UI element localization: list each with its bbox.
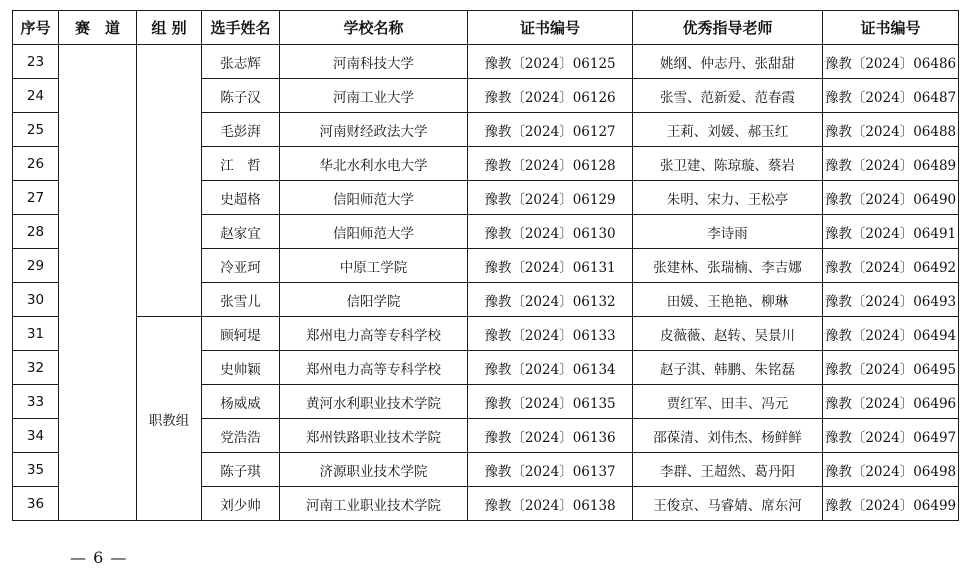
advisor-names: 贾红军、田丰、冯元: [633, 385, 823, 419]
certificate-number: 豫教〔2024〕06132: [468, 283, 633, 317]
row-number: 26: [13, 147, 59, 181]
certificate-number: 豫教〔2024〕06127: [468, 113, 633, 147]
advisor-certificate-number: 豫教〔2024〕06494: [823, 317, 959, 351]
row-number: 27: [13, 181, 59, 215]
certificate-number: 豫教〔2024〕06125: [468, 45, 633, 79]
advisor-names: 赵子淇、韩鹏、朱铭磊: [633, 351, 823, 385]
advisor-names: 王莉、刘媛、郝玉红: [633, 113, 823, 147]
advisor-certificate-number: 豫教〔2024〕06491: [823, 215, 959, 249]
certificate-number: 豫教〔2024〕06136: [468, 419, 633, 453]
school-name: 河南工业大学: [280, 79, 468, 113]
school-name: 济源职业技术学院: [280, 453, 468, 487]
school-name: 信阳师范大学: [280, 181, 468, 215]
advisor-names: 张雪、范新爱、范春霞: [633, 79, 823, 113]
certificate-number: 豫教〔2024〕06131: [468, 249, 633, 283]
student-name: 杨威威: [202, 385, 280, 419]
advisor-certificate-number: 豫教〔2024〕06489: [823, 147, 959, 181]
school-name: 信阳师范大学: [280, 215, 468, 249]
row-number: 25: [13, 113, 59, 147]
table-header-row: [13, 11, 959, 45]
certificate-number: 豫教〔2024〕06130: [468, 215, 633, 249]
row-number: 36: [13, 487, 59, 521]
row-number: 34: [13, 419, 59, 453]
advisor-names: 皮薇薇、赵转、吴景川: [633, 317, 823, 351]
header-name: 选手姓名: [202, 11, 280, 45]
advisor-certificate-number: 豫教〔2024〕06490: [823, 181, 959, 215]
table-row: [13, 45, 959, 79]
row-number: 24: [13, 79, 59, 113]
row-number: 29: [13, 249, 59, 283]
advisor-certificate-number: 豫教〔2024〕06498: [823, 453, 959, 487]
advisor-certificate-number: 豫教〔2024〕06492: [823, 249, 959, 283]
advisor-names: 王俊京、马睿婧、席东河: [633, 487, 823, 521]
student-name: 张志辉: [202, 45, 280, 79]
advisor-names: 张卫建、陈琼璇、蔡岩: [633, 147, 823, 181]
advisor-names: 田媛、王艳艳、柳琳: [633, 283, 823, 317]
school-name: 河南财经政法大学: [280, 113, 468, 147]
student-name: 党浩浩: [202, 419, 280, 453]
school-name: 华北水利水电大学: [280, 147, 468, 181]
student-name: 顾轲堤: [202, 317, 280, 351]
certificate-number: 豫教〔2024〕06134: [468, 351, 633, 385]
advisor-certificate-number: 豫教〔2024〕06497: [823, 419, 959, 453]
advisor-certificate-number: 豫教〔2024〕06495: [823, 351, 959, 385]
advisor-certificate-number: 豫教〔2024〕06486: [823, 45, 959, 79]
school-name: 信阳学院: [280, 283, 468, 317]
header-track: 赛 道: [59, 11, 137, 45]
school-name: 河南工业职业技术学院: [280, 487, 468, 521]
student-name: 毛彭湃: [202, 113, 280, 147]
advisor-certificate-number: 豫教〔2024〕06493: [823, 283, 959, 317]
row-number: 32: [13, 351, 59, 385]
row-number: 33: [13, 385, 59, 419]
table-row: [13, 317, 959, 351]
certificate-number: 豫教〔2024〕06137: [468, 453, 633, 487]
header-cert2: 证书编号: [823, 11, 959, 45]
school-name: 郑州电力高等专科学校: [280, 351, 468, 385]
advisor-certificate-number: 豫教〔2024〕06487: [823, 79, 959, 113]
advisor-names: 朱明、宋力、王松亭: [633, 181, 823, 215]
school-name: 中原工学院: [280, 249, 468, 283]
row-number: 30: [13, 283, 59, 317]
award-table: [12, 10, 959, 521]
group-cell: [137, 45, 202, 317]
row-number: 31: [13, 317, 59, 351]
header-group: 组 别: [137, 11, 202, 45]
student-name: 江 哲: [202, 147, 280, 181]
header-cert: 证书编号: [468, 11, 633, 45]
advisor-names: 邵葆清、刘伟杰、杨鲜鲜: [633, 419, 823, 453]
header-teachers: 优秀指导老师: [633, 11, 823, 45]
certificate-number: 豫教〔2024〕06135: [468, 385, 633, 419]
advisor-certificate-number: 豫教〔2024〕06499: [823, 487, 959, 521]
certificate-number: 豫教〔2024〕06138: [468, 487, 633, 521]
school-name: 郑州电力高等专科学校: [280, 317, 468, 351]
certificate-number: 豫教〔2024〕06126: [468, 79, 633, 113]
school-name: 郑州铁路职业技术学院: [280, 419, 468, 453]
student-name: 刘少帅: [202, 487, 280, 521]
student-name: 陈子汉: [202, 79, 280, 113]
school-name: 黄河水利职业技术学院: [280, 385, 468, 419]
advisor-names: 李群、王超然、葛丹阳: [633, 453, 823, 487]
advisor-names: 姚纲、仲志丹、张甜甜: [633, 45, 823, 79]
group-cell: 职教组: [137, 317, 202, 521]
advisor-names: 张建林、张瑞楠、李吉娜: [633, 249, 823, 283]
table-body: [13, 45, 959, 521]
row-number: 35: [13, 453, 59, 487]
certificate-number: 豫教〔2024〕06133: [468, 317, 633, 351]
student-name: 赵家宜: [202, 215, 280, 249]
advisor-certificate-number: 豫教〔2024〕06488: [823, 113, 959, 147]
school-name: 河南科技大学: [280, 45, 468, 79]
row-number: 28: [13, 215, 59, 249]
page-number: — 6 —: [70, 548, 128, 567]
student-name: 史超格: [202, 181, 280, 215]
header-no: 序号: [13, 11, 59, 45]
student-name: 史帅颖: [202, 351, 280, 385]
student-name: 张雪儿: [202, 283, 280, 317]
certificate-number: 豫教〔2024〕06128: [468, 147, 633, 181]
certificate-number: 豫教〔2024〕06129: [468, 181, 633, 215]
student-name: 冷亚珂: [202, 249, 280, 283]
student-name: 陈子琪: [202, 453, 280, 487]
advisor-certificate-number: 豫教〔2024〕06496: [823, 385, 959, 419]
advisor-names: 李诗雨: [633, 215, 823, 249]
track-cell: [59, 45, 137, 521]
header-school: 学校名称: [280, 11, 468, 45]
row-number: 23: [13, 45, 59, 79]
